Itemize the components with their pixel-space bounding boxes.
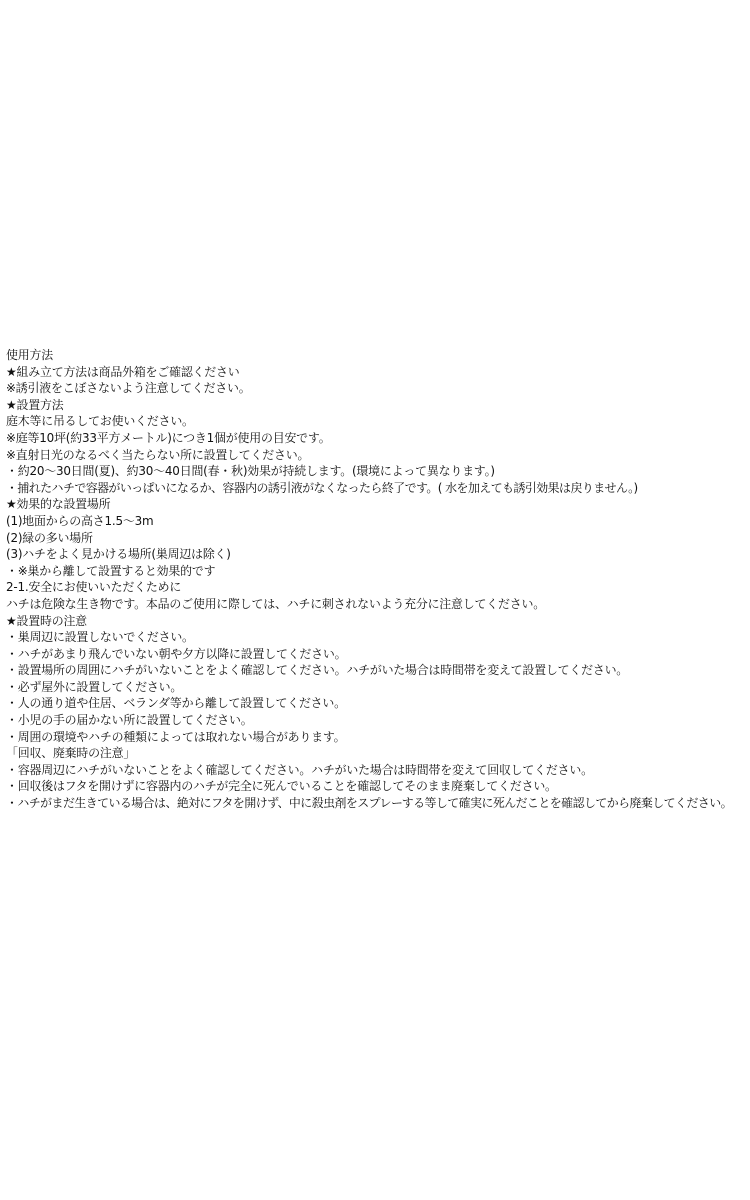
heading-safety: 2-1.安全にお使いいただくために xyxy=(6,580,182,595)
list-item: (1)地面からの高さ1.5～3m xyxy=(6,513,154,528)
bullet-line: ・小児の手の届かない所に設置してください。 xyxy=(6,713,253,728)
bullet-line: ・捕れたハチで容器がいっぱいになるか、容器内の誘引液がなくなったら終了です。( 水を加えても誘引効果は戻りません。) xyxy=(6,480,638,495)
section-heading-usage: 使用方法 xyxy=(6,348,53,362)
note-line: ※直射日光のなるべく当たらない所に設置してください。 xyxy=(6,447,310,462)
list-item: (2)緑の多い場所 xyxy=(6,530,93,545)
bullet-line: ・回収後はフタを開けずに容器内のハチが完全に死んでいることを確認してそのまま廃棄してください。 xyxy=(6,779,557,794)
bullet-line: ・ハチがあまり飛んでいない朝や夕方以降に設置してください。 xyxy=(6,646,347,661)
bullet-line: ・周囲の環境やハチの種類によっては取れない場合があります。 xyxy=(6,729,346,744)
list-item: (3)ハチをよく見かける場所(巣周辺は除く) xyxy=(6,547,231,562)
bullet-line: ・※巣から離して設置すると効果的です xyxy=(6,563,216,578)
bullet-line: ・必ず屋外に設置してください。 xyxy=(6,679,183,694)
text-line: ハチは危険な生き物です。本品のご使用に際しては、ハチに刺されないよう充分に注意してください。 xyxy=(6,596,545,611)
bullet-line: ・巣周辺に設置しないでください。 xyxy=(6,630,194,645)
heading-effective-location: ★効果的な設置場所 xyxy=(6,497,111,512)
bullet-line: ・人の通り道や住居、ベランダ等から離して設置してください。 xyxy=(6,696,346,711)
usage-instructions-text xyxy=(6,347,750,812)
bullet-line: ・約20～30日間(夏)、約30～40日間(春・秋)効果が持続します。(環境によって異なります。) xyxy=(6,464,495,479)
text-line: 庭木等に吊るしてお使いください。 xyxy=(6,414,194,429)
note-line: ※誘引液をこぼさないよう注意してください。 xyxy=(6,381,251,396)
heading-installation-cautions: ★設置時の注意 xyxy=(6,613,87,628)
heading-assembly: ★組み立て方法は商品外箱をご確認ください xyxy=(6,364,240,379)
heading-disposal-cautions: 「回収、廃棄時の注意」 xyxy=(6,746,136,761)
bullet-line: ・設置場所の周囲にハチがいないことをよく確認してください。ハチがいた場合は時間帯を変えて設置してください。 xyxy=(6,663,629,678)
note-line: ※庭等10坪(約33平方メートル)につき1個が使用の目安です。 xyxy=(6,430,331,445)
heading-installation: ★設置方法 xyxy=(6,397,64,412)
bullet-line: ・容器周辺にハチがいないことをよく確認してください。ハチがいた場合は時間帯を変えて回収してください。 xyxy=(6,762,593,777)
bullet-line: ・ハチがまだ生きている場合は、絶対にフタを開けず、中に殺虫剤をスプレーする等して確実に死んだことを確認してから廃棄してください。 xyxy=(6,796,733,811)
